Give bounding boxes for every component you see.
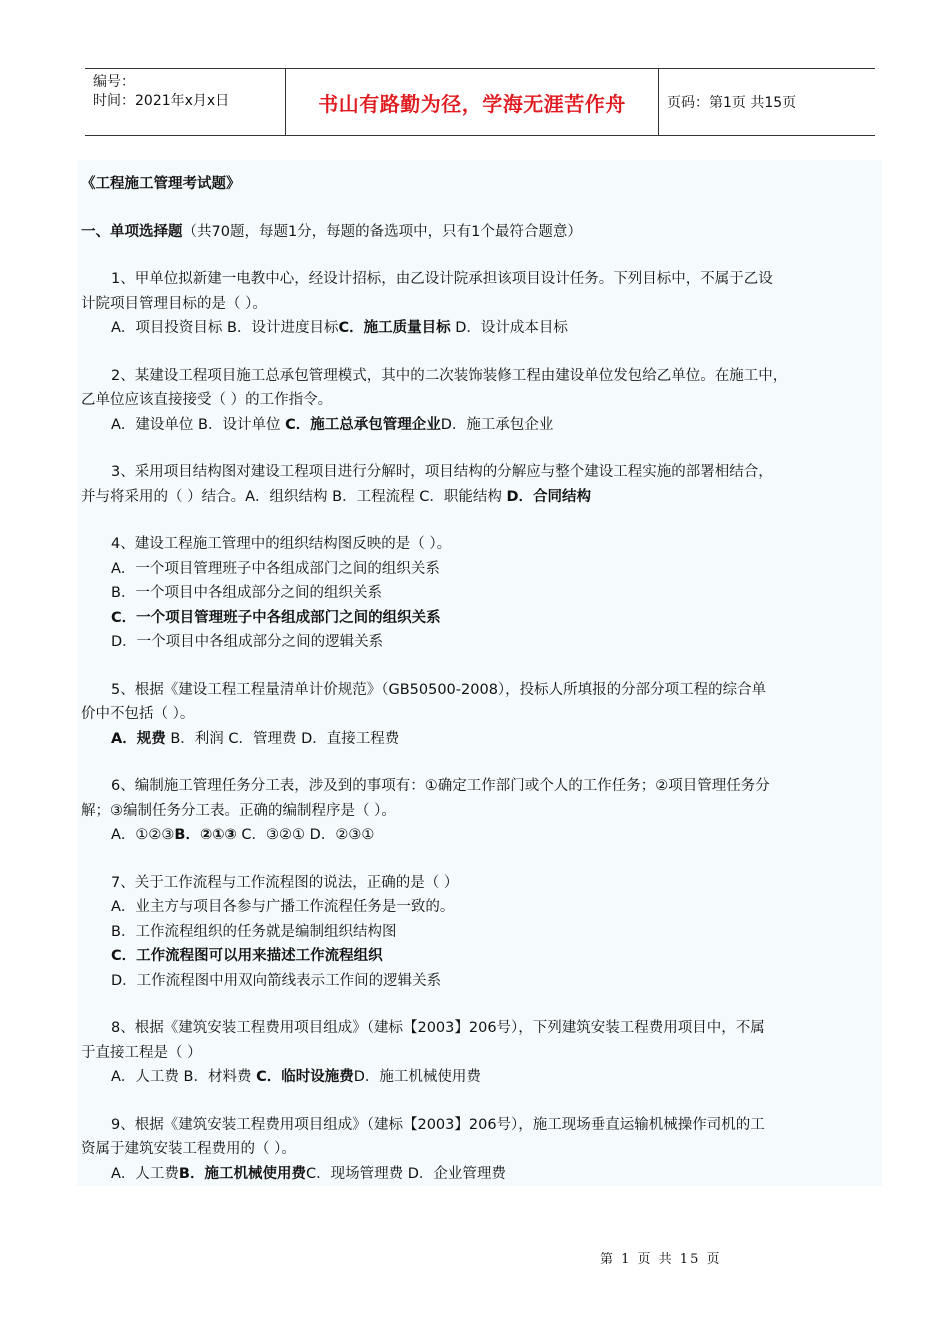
q9-stem-1: 9、根据《建筑安装工程费用项目组成》（建标【2003】206号），施工现场垂直运输机械操作司机的工 [111, 1116, 765, 1133]
number-label: 编号： [93, 74, 135, 90]
doc-title: 《工程施工管理考试题》 [81, 176, 241, 192]
q5-option-rest: B．利润 C．管理费 D．直接工程费 [170, 730, 400, 747]
q3-stem-options: 并与将采用的（ ）结合。A．组织结构 B．工程流程 C．职能结构 [81, 488, 502, 505]
section-head: 一、单项选择题 [81, 223, 183, 240]
q5-answer: A．规费 [111, 730, 166, 747]
motto: 书山有路勤为径，学海无涯苦作舟 [285, 69, 659, 135]
q3-stem-2 [81, 485, 878, 510]
q7-option-b: B．工作流程组织的任务就是编制组织结构图 [111, 923, 397, 940]
q6-stem-2: 解；③编制任务分工表。正确的编制程序是（ ）。 [81, 802, 396, 819]
q1-options [81, 316, 878, 341]
q8-stem-1: 8、根据《建筑安装工程费用项目组成》（建标【2003】206号），下列建筑安装工程费用项目中，不属 [111, 1020, 765, 1036]
q3-stem-1: 3、采用项目结构图对建设工程项目进行分解时，项目结构的分解应与整个建设工程实施的部署相结合， [111, 464, 773, 480]
q5-stem-1: 5、根据《建设工程工程量清单计价规范》（GB50500-2008），投标人所填报的分部分项工程的综合单 [111, 681, 767, 698]
section-heading [81, 220, 878, 245]
q9-option-rest: C．现场管理费 D．企业管理费 [305, 1165, 506, 1182]
header-table [85, 68, 875, 136]
q9-stem-2: 资属于建筑安装工程费用的（ ）。 [81, 1141, 296, 1157]
q4-option-a: A．一个项目管理班子中各组成部门之间的组织关系 [111, 560, 440, 577]
q1-answer: C．施工质量目标 [338, 320, 451, 336]
q1-option-d: D．设计成本目标 [450, 320, 568, 336]
q4-option-b: B．一个项目中各组成部分之间的组织关系 [111, 585, 382, 601]
q7-stem: 7、关于工作流程与工作流程图的说法，正确的是（ ） [111, 874, 459, 891]
q4-option-d: D．一个项目中各组成部分之间的逻辑关系 [111, 634, 384, 650]
q1-option-ab: A．项目投资目标 B．设计进度目标 [111, 320, 339, 336]
q6-option-a: A．①②③ [111, 827, 175, 843]
q1-stem-2: 计院项目管理目标的是（ ）。 [81, 295, 267, 312]
q9-options [81, 1162, 878, 1187]
q9-option-a: A．人工费 [111, 1165, 179, 1182]
q2-stem-2: 乙单位应该直接接受（ ）的工作指令。 [81, 392, 333, 408]
q2-option-ab: A．建设单位 B．设计单位 [111, 416, 281, 433]
q4-answer: C．一个项目管理班子中各组成部门之间的组织关系 [111, 609, 441, 626]
q2-answer: C．施工总承包管理企业 [285, 416, 441, 433]
q1-stem-1: 1、甲单位拟新建一电教中心，经设计招标，由乙设计院承担该项目设计任务。下列目标中，不属于乙设 [111, 271, 773, 287]
q7-option-a: A．业主方与项目各参与广播工作流程任务是一致的。 [111, 899, 455, 915]
header-info-cell [85, 69, 285, 135]
q7-option-d: D．工作流程图中用双向箭线表示工作间的逻辑关系 [111, 972, 442, 989]
document-body [77, 160, 882, 1186]
time-label: 时间：2021年x月x日 [93, 93, 230, 109]
q2-options [81, 413, 878, 438]
q6-answer: B．②①③ [174, 827, 237, 843]
q8-option-d: D．施工机械使用费 [353, 1069, 481, 1085]
q6-options [81, 823, 878, 848]
q8-stem-2: 于直接工程是（ ） [81, 1044, 202, 1061]
q2-stem-1: 2、某建设工程项目施工总承包管理模式，其中的二次装饰装修工程由建设单位发包给乙单位。在施工中， [111, 367, 788, 384]
q5-options [81, 727, 878, 752]
q6-stem-1: 6、编制施工管理任务分工表，涉及到的事项有：①确定工作部门或个人的工作任务；②项目管理任务分 [111, 778, 770, 794]
q8-option-ab: A．人工费 B．材料费 [111, 1069, 257, 1085]
section-note: （共70题，每题1分，每题的备选项中，只有1个最符合题意） [182, 223, 582, 240]
page-footer: 第 1 页 共 15 页 [600, 1252, 722, 1267]
q2-option-d: D．施工承包企业 [440, 416, 554, 433]
q3-answer: D．合同结构 [506, 488, 591, 505]
q9-answer: B．施工机械使用费 [178, 1165, 306, 1182]
page-label: 页码：第1页 共15页 [667, 95, 797, 111]
q8-options [81, 1065, 878, 1090]
q8-answer: C．临时设施费 [256, 1069, 354, 1085]
q5-stem-2: 价中不包括（ ）。 [81, 706, 195, 722]
q6-option-rest: C．③②① D．②③① [241, 827, 375, 843]
q7-answer: C．工作流程图可以用来描述工作流程组织 [111, 948, 383, 964]
q4-stem: 4、建设工程施工管理中的组织结构图反映的是（ ）。 [111, 536, 452, 552]
